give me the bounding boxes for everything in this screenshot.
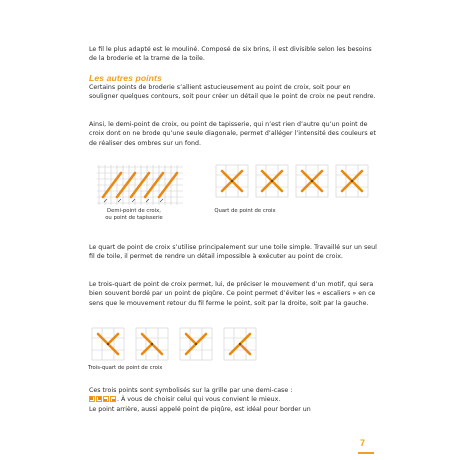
paragraph-other-stitches: Certains points de broderie s’allient astucieusement au point de croix, soit pour en souligner quelques contours, soit pour créer un détail que le point de croix ne peut rendre. <box>89 84 376 101</box>
paragraph-thread: Le fil le plus adapté est le mouliné. Composé de six brins, il est divisible selon les besoins de la broderie et la trame de la toile. <box>89 46 372 63</box>
caption-half-cross-line2: ou point de tapisserie <box>105 215 163 221</box>
three-quarter-stitch-diagram <box>90 326 262 362</box>
caption-half-cross-line1: Demi-point de croix, <box>107 208 161 214</box>
caption-quarter-cross: Quart de point de croix <box>214 208 276 214</box>
symbols-line1: Ces trois points sont symbolisés sur la grille par une demi-case : <box>89 387 293 394</box>
caption-half-cross <box>94 208 174 222</box>
page-number-underline <box>358 452 374 454</box>
page-number: 7 <box>360 438 366 448</box>
symbol-quarter-top-right-icon <box>96 396 102 402</box>
symbol-quarter-bottom-left-icon <box>103 396 109 402</box>
quarter-cross-stitch-diagram <box>214 163 370 199</box>
half-cross-stitch-diagram <box>95 163 185 205</box>
section-heading: Les autres points <box>89 73 162 83</box>
paragraph-half-cross: Ainsi, le demi-point de croix, ou point de tapisserie, qui n’est rien d’autre qu’un point de croix dont on ne brode qu’une seule diagonale, permet d’alléger l’intensité des couleurs et de réaliser des ombres sur un fond. <box>89 121 376 147</box>
paragraph-back-stitch: Le point arrière, aussi appelé point de piqûre, est idéal pour border un <box>89 406 311 413</box>
paragraph-quarter-cross: Le quart de point de croix s’utilise principalement sur une toile simple. Travaillé sur un seul fil de toile, il permet de rendre un détail impossible à exécuter au point de croix. <box>89 244 377 261</box>
paragraph-symbols <box>89 386 381 405</box>
symbols-line2: . À vous de choisir celui qui vous convient le mieux. <box>117 396 281 404</box>
symbol-quarter-bottom-right-icon <box>110 396 116 402</box>
symbol-quarter-top-left-icon <box>89 396 95 402</box>
paragraph-three-quarter: Le trois-quart de point de croix permet, lui, de préciser le mouvement d’un motif, qui sera bien souvent bordé par un point de piqûre. Ce point permet d’éviter les « escaliers » en ce sens que le mouvement retour du fil ferme le point, soit par la droite, soit par la gauche. <box>89 281 376 307</box>
caption-three-quarter: Trois-quart de point de croix <box>88 365 163 371</box>
